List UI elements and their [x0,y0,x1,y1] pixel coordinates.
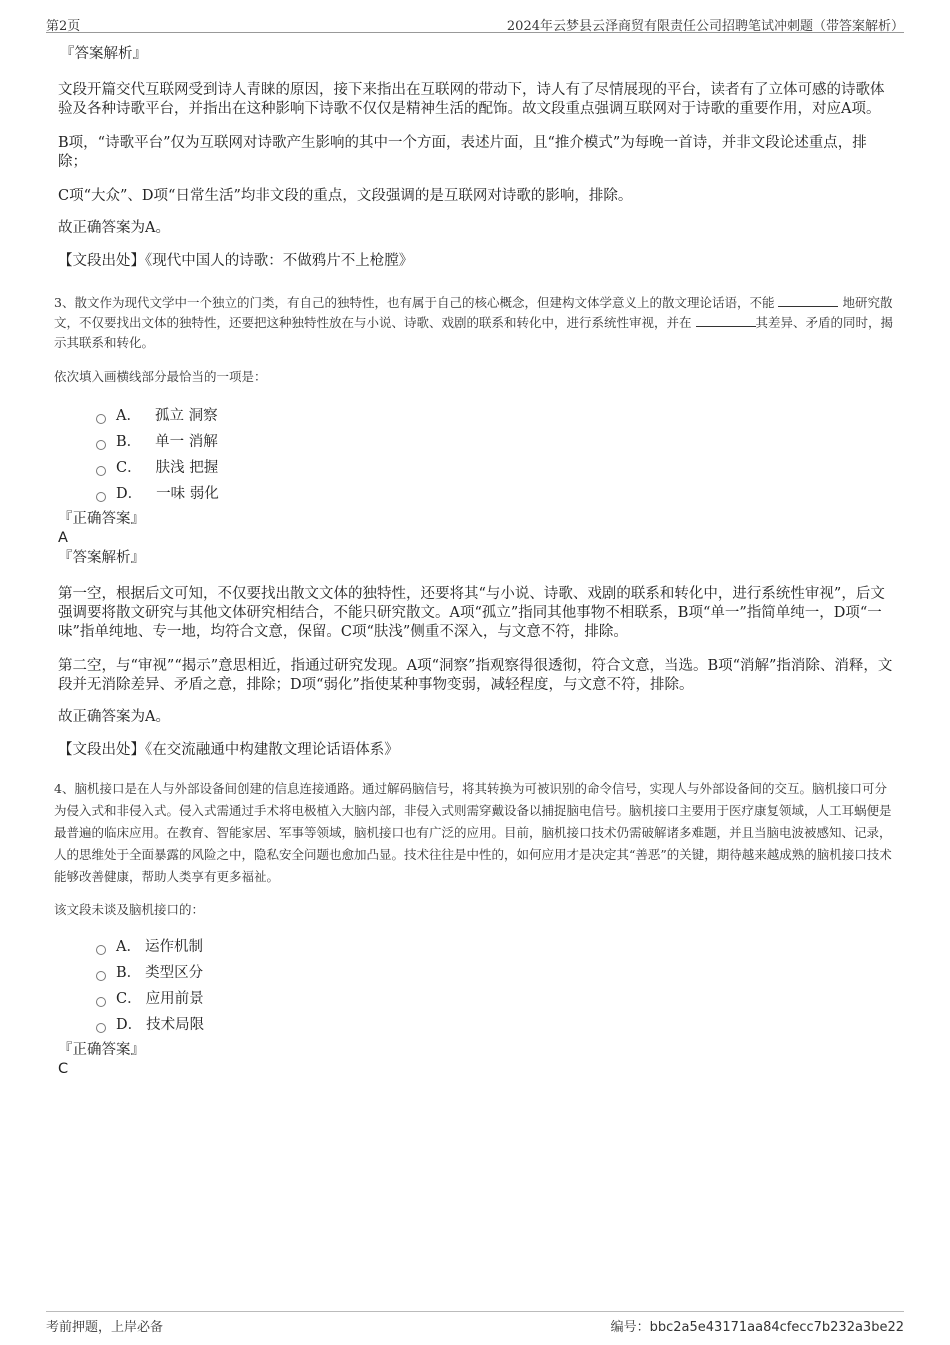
option-letter: B． [116,434,142,450]
radio-icon[interactable] [96,492,106,502]
option-a[interactable] [96,934,894,960]
radio-icon[interactable] [96,1023,106,1033]
document-code [611,1316,904,1335]
answer-label: 『正确答案』 [58,1042,145,1058]
analysis-paragraph: 文段开篇交代互联网受到诗人青睐的原因，接下来指出在互联网的带动下，诗人有了尽情展现的平台，读者有了立体可感的诗歌体验及各种诗歌平台，并指出在这种影响下诗歌不仅仅是精神生活的配饰。故文段重点强调互联网对于诗歌的重要作用，对应A项。 [58,82,885,117]
document-body [54,44,894,1078]
source-citation: 【文段出处】《现代中国人的诗歌：不做鸦片不上枪膛》 [58,253,414,269]
correct-answer: A [58,530,68,546]
option-c[interactable] [96,986,894,1012]
option-text: 应用前景 [145,991,204,1007]
correct-answer: C [58,1061,69,1077]
analysis-label: 『答案解析』 [60,46,147,62]
option-letter: D． [116,486,143,502]
options-list [96,934,894,1038]
fill-blank [778,294,838,307]
question-stem-text: 3、散文作为现代文学中一个独立的门类，有自己的独特性，也有属于自己的核心概念，但建构文体学意义上的散文理论话语，不能 [54,295,775,310]
conclusion: 故正确答案为A。 [58,709,170,725]
analysis-paragraph: 第一空，根据后文可知，不仅要找出散文文体的独特性，还要将其“与小说、诗歌、戏剧的联系和转化中，进行系统性审视”，后文强调要将散文研究与其他文体研究相结合，不能只研究散文。A项“孤立”指同其他事物不相联系，B项“单一”指简单纯一，D项“一味”指单纯地、专一地，均符合文意，保留。C项“肤浅”侧重不深入，与文意不符，排除。 [58,586,885,640]
option-text: 肤浅 把握 [155,460,219,476]
option-text: 类型区分 [145,965,204,981]
option-letter: A． [116,408,141,424]
question-prompt: 依次填入画横线部分最恰当的一项是： [54,369,267,384]
radio-icon[interactable] [96,414,106,424]
source-citation: 【文段出处】《在交流融通中构建散文理论话语体系》 [58,742,399,758]
option-letter: A． [116,939,141,955]
option-text: 单一 消解 [155,434,218,450]
option-letter: B． [116,965,142,981]
option-text: 技术局限 [146,1017,205,1033]
option-c[interactable] [96,455,894,481]
option-a[interactable] [96,403,894,429]
question-3-stem [54,293,894,353]
option-d[interactable] [96,481,894,507]
fill-blank [696,314,756,327]
document-title: 2024年云梦县云泽商贸有限责任公司招聘笔试冲刺题（带答案解析） [506,19,904,34]
page-footer [46,1311,904,1336]
conclusion: 故正确答案为A。 [58,220,170,236]
footer-slogan: 考前押题，上岸必备 [46,1320,164,1335]
radio-icon[interactable] [96,971,106,981]
page-number: 第2页 [46,19,81,34]
option-letter: D． [116,1017,143,1033]
radio-icon[interactable] [96,466,106,476]
analysis-paragraph: B项，“诗歌平台”仅为互联网对诗歌产生影响的其中一个方面，表述片面，且“推介模式”为每晚一首诗，并非文段论述重点，排除； [58,135,867,170]
option-text: 运作机制 [144,939,203,955]
option-letter: C． [116,460,142,476]
option-b[interactable] [96,429,894,455]
question-stem-text: 其差异、矛盾的同时，揭示其联系和转化。 [54,315,894,350]
code-label: 编号： [610,1320,650,1335]
analysis-paragraph: C项“大众”、D项“日常生活”均非文段的重点，文段强调的是互联网对诗歌的影响，排除。 [58,188,633,204]
radio-icon[interactable] [96,997,106,1007]
option-text: 一味 弱化 [156,486,219,502]
option-d[interactable] [96,1012,894,1038]
question-4-stem: 4、脑机接口是在人与外部设备间创建的信息连接通路。通过解码脑信号，将其转换为可被识别的命令信号，实现人与外部设备间的交互。脑机接口可分为侵入式和非侵入式。侵入式需通过手术将电极植入大脑内部，非侵入式则需穿戴设备以捕捉脑电信号。脑机接口主要用于医疗康复领域，人工耳蜗便是最普遍的临床应用。在教育、智能家居、军事等领域，脑机接口也有广泛的应用。目前，脑机接口技术仍需破解诸多难题，并且当脑电波被感知、记录，人的思维处于全面暴露的风险之中，隐私安全问题也愈加凸显。技术往往是中性的，如何应用才是决定其“善恶”的关键，期待越来越成熟的脑机接口技术能够改善健康，帮助人类享有更多福祉。 [54,781,892,884]
option-letter: C． [116,991,142,1007]
option-text: 孤立 洞察 [154,408,218,424]
radio-icon[interactable] [96,945,106,955]
option-b[interactable] [96,960,894,986]
page-header [46,12,904,33]
options-list [96,403,894,507]
analysis-paragraph: 第二空，与“审视”“揭示”意思相近，指通过研究发现。A项“洞察”指观察得很透彻，符合文意，当选。B项“消解”指消除、消释，文段并无消除差异、矛盾之意，排除；D项“弱化”指使某种事物变弱，减轻程度，与文意不符，排除。 [58,658,893,693]
analysis-label: 『答案解析』 [58,550,145,566]
code-value: bbc2a5e43171aa84cfecc7b232a3be22 [649,1320,904,1335]
answer-label: 『正确答案』 [58,511,145,527]
question-stem-text: 地研究散文，不仅要找出文体的独特性，还要把这种独特性放在与小说、诗歌、戏剧的联系和转化中，进行系统性审视，并在 [54,295,893,330]
question-prompt: 该文段未谈及脑机接口的： [54,902,205,917]
radio-icon[interactable] [96,440,106,450]
